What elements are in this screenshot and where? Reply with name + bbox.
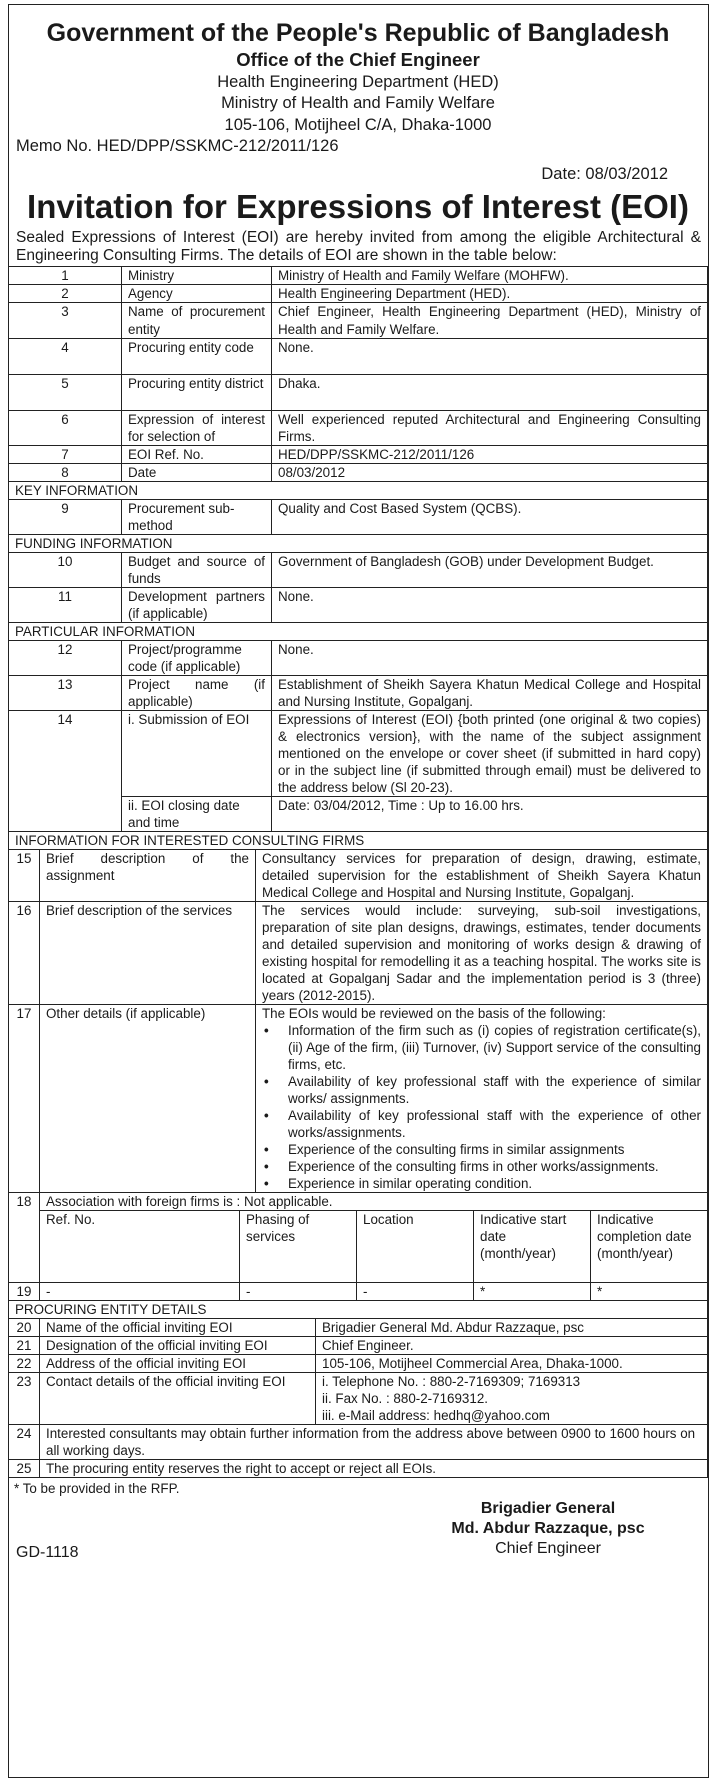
row-number: 19	[9, 1283, 40, 1301]
table-row	[9, 1005, 708, 1193]
office-title: Office of the Chief Engineer	[236, 49, 480, 70]
row-number: 6	[9, 410, 122, 445]
row-value: Chief Engineer, Health Engineering Department (HED), Ministry of Health and Family Welfare.	[272, 303, 708, 338]
row-label: Ministry	[122, 267, 272, 285]
table-row	[9, 374, 708, 410]
row-number: 2	[9, 285, 122, 303]
row-value: None.	[272, 338, 708, 374]
section-row	[9, 831, 708, 849]
row-number: 10	[9, 552, 122, 587]
row-number: 23	[9, 1373, 40, 1425]
column-header: Ref. No.	[40, 1211, 240, 1283]
table-row	[9, 710, 708, 796]
row-number: 11	[9, 587, 122, 622]
email-address: iii. e-Mail address: hedhq@yahoo.com	[322, 1408, 550, 1424]
row-number: 5	[9, 374, 122, 410]
list-item: • Experience of the consulting firms in similar assignments	[262, 1141, 701, 1158]
table-row	[9, 285, 708, 303]
fax-number: ii. Fax No. : 880-2-7169312.	[322, 1391, 488, 1407]
signatory-name: Md. Abdur Razzaque, psc	[451, 1520, 645, 1538]
table-cell: *	[474, 1283, 591, 1301]
row-value: 105-106, Motijheel Commercial Area, Dhaka-1000.	[316, 1355, 708, 1373]
row-value: None.	[272, 640, 708, 675]
section-row	[9, 481, 708, 499]
column-header: Location	[357, 1211, 474, 1283]
phasing-table	[8, 1192, 708, 1319]
signatory-designation: Chief Engineer	[495, 1540, 601, 1558]
column-header: Indicative start date (month/year)	[474, 1211, 591, 1283]
row-value: 08/03/2012	[272, 463, 708, 481]
eoi-details-table	[8, 266, 708, 849]
row-number: 25	[9, 1460, 40, 1478]
row-number: 21	[9, 1337, 40, 1355]
department-line: Health Engineering Department (HED)	[217, 73, 499, 92]
section-row	[9, 1301, 708, 1319]
table-row	[9, 303, 708, 338]
row-label: Designation of the official inviting EOI	[40, 1337, 316, 1355]
section-consulting-firms: INFORMATION FOR INTERESTED CONSULTING FIRMS	[9, 831, 708, 849]
row-value: Ministry of Health and Family Welfare (MOHFW).	[272, 267, 708, 285]
table-header-row	[9, 1211, 708, 1283]
telephone-number: i. Telephone No. : 880-2-7169309; 7169313	[322, 1374, 581, 1390]
section-procuring-entity: PROCURING ENTITY DETAILS	[9, 1301, 708, 1319]
letterhead	[8, 18, 708, 136]
table-row	[9, 338, 708, 374]
row-number: 7	[9, 445, 122, 463]
row-value: Dhaka.	[272, 374, 708, 410]
foreign-association-note: Association with foreign firms is : Not applicable.	[40, 1193, 708, 1211]
page-title: Invitation for Expressions of Interest (EOI)	[27, 188, 689, 226]
row-label: Procuring entity district	[122, 374, 272, 410]
list-item: • Information of the firm such as (i) copies of registration certificate(s), (ii) Age of the firm, (iii) Turnover, (iv) Support service of the consulting firms, etc.	[262, 1022, 701, 1073]
row-label: Brief description of the assignment	[40, 849, 256, 901]
row-number: 18	[9, 1193, 40, 1283]
review-intro: The EOIs would be reviewed on the basis of the following:	[262, 1006, 606, 1022]
row-value: Interested consultants may obtain further information from the address above between 0900 to 1600 hours on all working days.	[40, 1425, 708, 1460]
row-number: 14	[9, 710, 122, 831]
table-row	[9, 640, 708, 675]
list-item: • Availability of key professional staff with the experience of other works/assignments.	[262, 1107, 701, 1141]
row-value: Date: 03/04/2012, Time : Up to 16.00 hrs.	[272, 796, 708, 831]
procuring-entity-table	[8, 1318, 708, 1478]
row-label: Brief description of the services	[40, 901, 256, 1004]
row-value: Health Engineering Department (HED).	[272, 285, 708, 303]
row-number: 12	[9, 640, 122, 675]
row-label: Agency	[122, 285, 272, 303]
row-number: 1	[9, 267, 122, 285]
table-row	[9, 463, 708, 481]
table-row	[9, 1425, 708, 1460]
section-row	[9, 622, 708, 640]
row-label: Development partners (if applicable)	[122, 587, 272, 622]
row-label: Budget and source of funds	[122, 552, 272, 587]
list-item: • Availability of key professional staff with the experience of similar works/ assignments.	[262, 1073, 701, 1107]
row-number: 17	[9, 1005, 40, 1193]
row-label: i. Submission of EOI	[122, 710, 272, 796]
table-row	[9, 1460, 708, 1478]
row-value: The services would include: surveying, sub-soil investigations, preparation of site plan designs, drawings, estimates, tender documents and detailed supervision and monitoring of works design & drawing of existing hospital for remodelling it as a teaching hospital. The works site is located at Gopalganj Sadar and the implementation period is 3 (three) years (2012-2015).	[256, 901, 708, 1004]
row-value: Establishment of Sheikh Sayera Khatun Medical College and Hospital and Nursing Institute, Gopalganj.	[272, 675, 708, 710]
row-label: Procuring entity code	[122, 338, 272, 374]
table-cell: -	[40, 1283, 240, 1301]
table-row	[9, 410, 708, 445]
row-label: Project/programme code (if applicable)	[122, 640, 272, 675]
row-value: Consultancy services for preparation of design, drawing, estimate, detailed supervision for the establishment of Sheikh Sayera Khatun Medical College and Hospital and Nursing Institute, Gopalganj.	[256, 849, 708, 901]
address-line: 105-106, Motijheel C/A, Dhaka-1000	[224, 115, 492, 134]
row-value	[256, 1005, 708, 1193]
row-number: 8	[9, 463, 122, 481]
table-row	[9, 1373, 708, 1425]
section-particular-information: PARTICULAR INFORMATION	[9, 622, 708, 640]
column-header: Indicative completion date (month/year)	[591, 1211, 708, 1283]
row-label: Expression of interest for selection of	[122, 410, 272, 445]
table-row	[9, 587, 708, 622]
table-row	[9, 445, 708, 463]
ministry-line: Ministry of Health and Family Welfare	[221, 94, 495, 113]
table-row	[9, 675, 708, 710]
row-label: Name of procurement entity	[122, 303, 272, 338]
government-title: Government of the People's Republic of Bangladesh	[46, 19, 670, 47]
gd-number: GD-1118	[16, 1544, 79, 1562]
row-number: 24	[9, 1425, 40, 1460]
section-key-information: KEY INFORMATION	[9, 481, 708, 499]
row-value: The procuring entity reserves the right to accept or reject all EOIs.	[40, 1460, 708, 1478]
notice-date: Date: 08/03/2012	[541, 164, 668, 183]
row-value: Brigadier General Md. Abdur Razzaque, psc	[316, 1319, 708, 1337]
section-funding-information: FUNDING INFORMATION	[9, 534, 708, 552]
table-cell: -	[357, 1283, 474, 1301]
row-value: Expressions of Interest (EOI) {both printed (one original & two copies) & electronics version}, with the name of the subject assignment mentioned on the envelope or cover sheet (if submitted in hard copy) or in the subject line (if submitted through email) must be delivered to the address below (Sl 20-23).	[272, 710, 708, 796]
row-number: 13	[9, 675, 122, 710]
section-row	[9, 534, 708, 552]
row-number: 15	[9, 849, 40, 901]
row-value: Well experienced reputed Architectural and Engineering Consulting Firms.	[272, 410, 708, 445]
memo-number: Memo No. HED/DPP/SSKMC-212/2011/126	[16, 137, 339, 156]
row-label: Date	[122, 463, 272, 481]
table-row	[9, 499, 708, 534]
table-row	[9, 552, 708, 587]
row-number: 9	[9, 499, 122, 534]
table-row	[9, 1193, 708, 1211]
row-value	[316, 1373, 708, 1425]
review-criteria-list	[262, 1022, 701, 1192]
signatory-rank: Brigadier General	[480, 1500, 616, 1518]
row-label: Contact details of the official inviting EOI	[40, 1373, 316, 1425]
signatory	[398, 1499, 698, 1559]
row-value: Chief Engineer.	[316, 1337, 708, 1355]
row-number: 22	[9, 1355, 40, 1373]
row-label: EOI Ref. No.	[122, 445, 272, 463]
row-value: HED/DPP/SSKMC-212/2011/126	[272, 445, 708, 463]
row-label: ii. EOI closing date and time	[122, 796, 272, 831]
row-value: Quality and Cost Based System (QCBS).	[272, 499, 708, 534]
row-number: 3	[9, 303, 122, 338]
row-label: Project name (if applicable)	[122, 675, 272, 710]
table-row	[9, 849, 708, 901]
table-row	[9, 901, 708, 1004]
footnote: * To be provided in the RFP.	[14, 1481, 180, 1497]
row-label: Procurement sub-method	[122, 499, 272, 534]
row-number: 4	[9, 338, 122, 374]
column-header: Phasing of services	[240, 1211, 357, 1283]
row-number: 16	[9, 901, 40, 1004]
row-label: Name of the official inviting EOI	[40, 1319, 316, 1337]
table-row	[9, 1355, 708, 1373]
row-label: Other details (if applicable)	[40, 1005, 256, 1193]
table-row	[9, 1283, 708, 1301]
row-value: Government of Bangladesh (GOB) under Development Budget.	[272, 552, 708, 587]
list-item: • Experience of the consulting firms in other works/assignments.	[262, 1158, 701, 1175]
table-row	[9, 1319, 708, 1337]
row-number: 20	[9, 1319, 40, 1337]
table-row	[9, 267, 708, 285]
signature-block	[8, 1499, 708, 1579]
consulting-details-table	[8, 849, 708, 1193]
intro-paragraph: Sealed Expressions of Interest (EOI) are hereby invited from among the eligible Architectural & Engineering Consulting Firms. The details of EOI are shown in the table below:	[16, 228, 701, 264]
row-value: None.	[272, 587, 708, 622]
table-row	[9, 1337, 708, 1355]
list-item: • Experience in similar operating condition.	[262, 1175, 701, 1192]
table-cell: -	[240, 1283, 357, 1301]
row-label: Address of the official inviting EOI	[40, 1355, 316, 1373]
table-cell: *	[591, 1283, 708, 1301]
